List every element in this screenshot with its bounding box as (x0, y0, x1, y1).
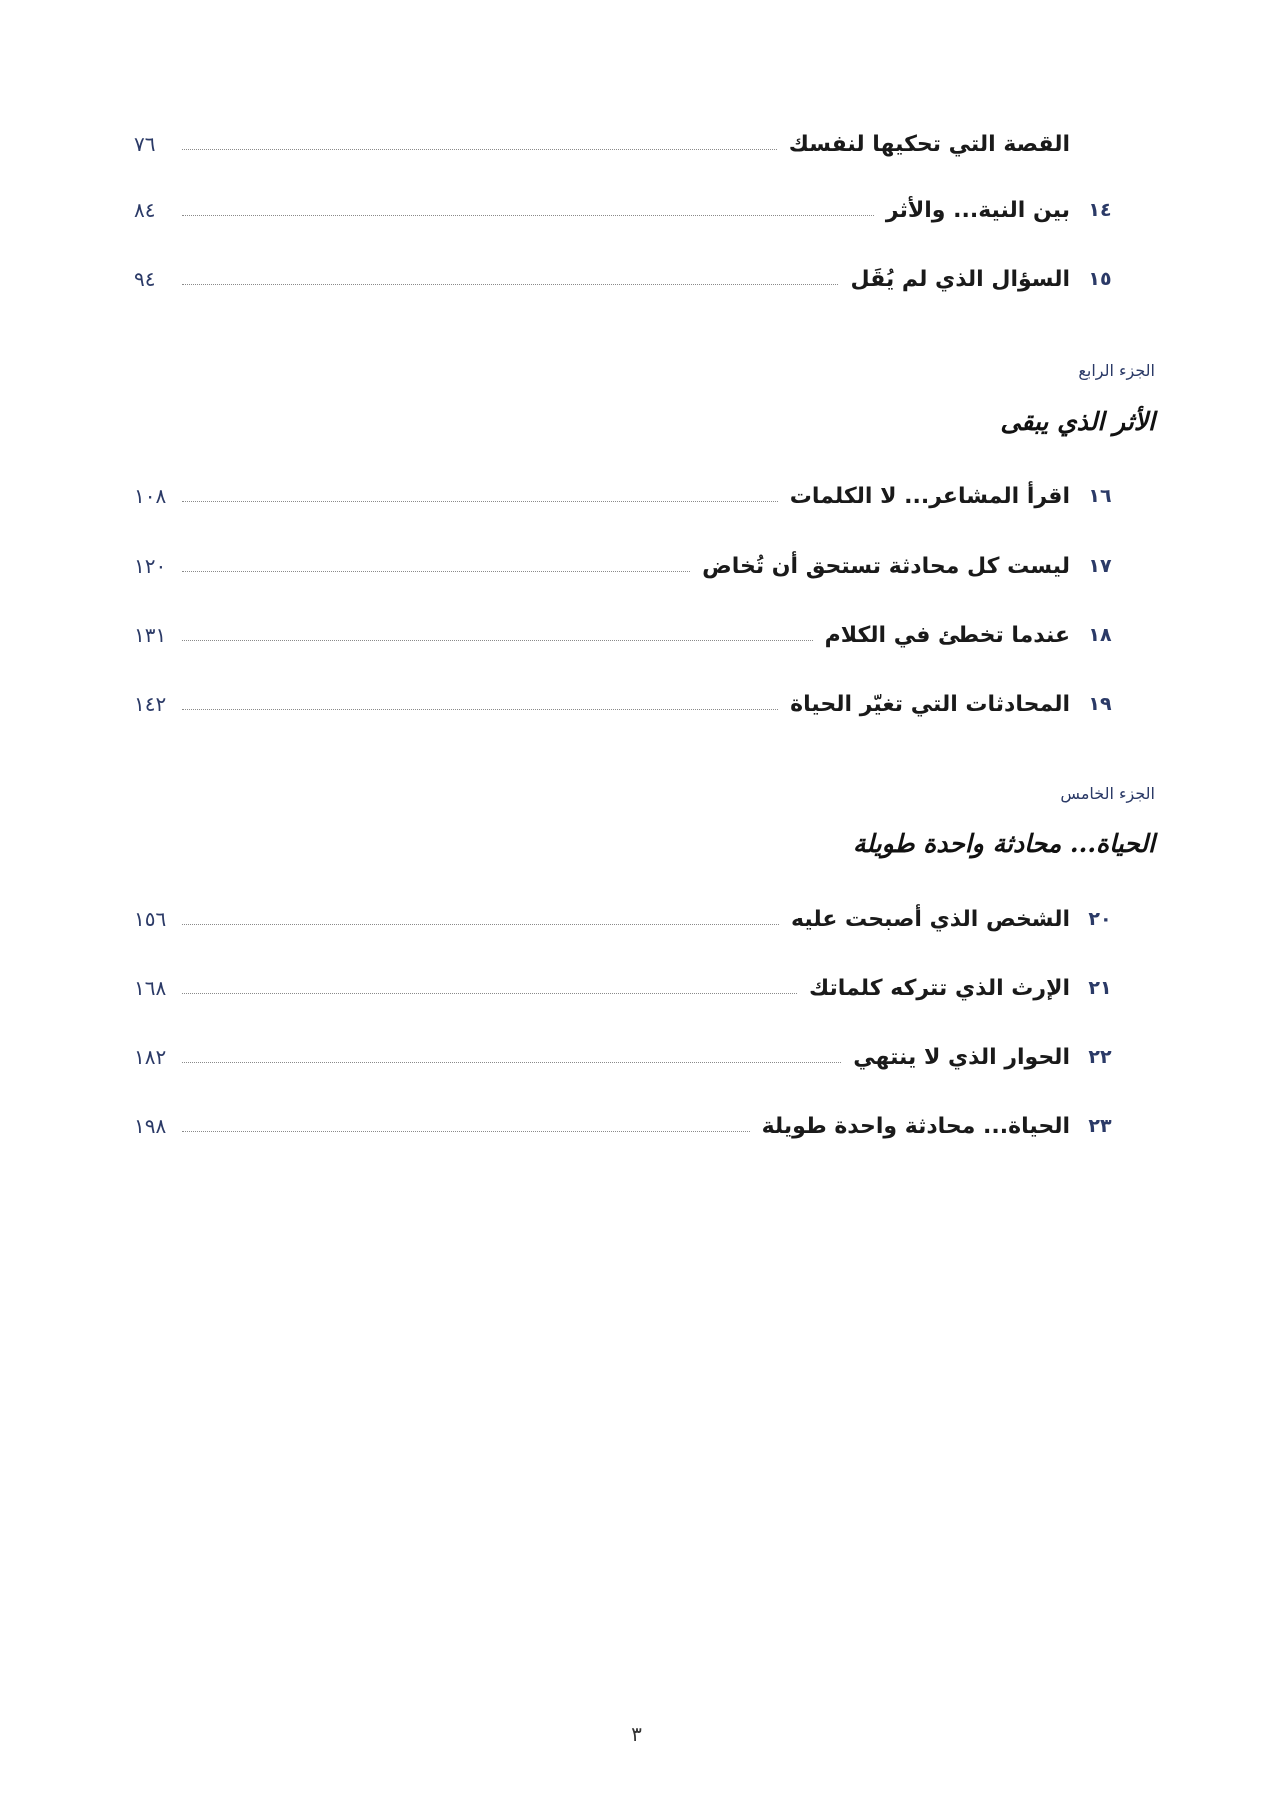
entry-title: ليست كل محادثة تستحق أن تُخاض (702, 553, 1070, 579)
entry-number: ١٦ (1088, 485, 1112, 507)
entry-number: ٢١ (1088, 977, 1112, 999)
part-title: الحياة... محادثة واحدة طويلة (853, 829, 1155, 858)
entry-page-number: ٨٤ (134, 198, 156, 222)
part-label: الجزء الخامس (1060, 784, 1155, 803)
entry-page-number: ١٣١ (134, 623, 167, 647)
entry-number: ١٧ (1088, 555, 1112, 577)
entry-number: ١٤ (1088, 199, 1112, 221)
dot-leader (182, 924, 779, 925)
entry-title: عندما تخطئ في الكلام (824, 622, 1070, 648)
entry-number: ١٥ (1088, 268, 1112, 290)
entry-page-number: ٩٤ (134, 267, 156, 291)
entry-title: الشخص الذي أصبحت عليه (791, 906, 1070, 932)
entry-page-number: ١٩٨ (134, 1114, 167, 1138)
toc-entry[interactable] (130, 1037, 1130, 1077)
entry-number: ٢٠ (1088, 908, 1112, 930)
entry-number: ٢٢ (1088, 1046, 1112, 1068)
entry-title: اقرأ المشاعر... لا الكلمات (789, 483, 1070, 509)
entry-page-number: ١٨٢ (134, 1045, 167, 1069)
dot-leader (182, 993, 797, 994)
entry-title: بين النية... والأثر (885, 197, 1070, 223)
toc-entry[interactable] (130, 615, 1130, 655)
entry-number: ١٩ (1088, 693, 1112, 715)
dot-leader (182, 1062, 841, 1063)
entry-title: القصة التي تحكيها لنفسك (788, 131, 1070, 157)
entry-number: ١٨ (1088, 624, 1112, 646)
toc-entry[interactable] (130, 899, 1130, 939)
entry-page-number: ١٥٦ (134, 907, 167, 931)
entry-page-number: ١٠٨ (134, 484, 167, 508)
entry-page-number: ١٤٢ (134, 692, 167, 716)
toc-entry[interactable] (130, 684, 1130, 724)
toc-entry[interactable] (130, 1106, 1130, 1146)
part-title: الأثر الذي يبقى (1000, 407, 1155, 436)
toc-entry[interactable] (130, 476, 1130, 516)
entry-page-number: ١٢٠ (134, 554, 167, 578)
page-number: ٣ (631, 1722, 642, 1746)
entry-title: الحوار الذي لا ينتهي (853, 1044, 1070, 1070)
dot-leader (182, 149, 777, 150)
dot-leader (182, 284, 838, 285)
toc-entry[interactable] (130, 259, 1130, 299)
entry-number: ٢٣ (1088, 1115, 1112, 1137)
entry-title: الحياة... محادثة واحدة طويلة (761, 1113, 1070, 1139)
entry-title: المحادثات التي تغيّر الحياة (790, 691, 1070, 717)
entry-title: السؤال الذي لم يُقَل (850, 266, 1070, 292)
entry-title: الإرث الذي تتركه كلماتك (809, 975, 1070, 1001)
dot-leader (182, 571, 690, 572)
entry-page-number: ١٦٨ (134, 976, 167, 1000)
entry-page-number: ٧٦ (134, 132, 156, 156)
dot-leader (182, 501, 778, 502)
toc-entry[interactable] (130, 968, 1130, 1008)
toc-entry[interactable] (130, 124, 1130, 164)
dot-leader (182, 709, 778, 710)
toc-entry[interactable] (130, 546, 1130, 586)
dot-leader (182, 1131, 750, 1132)
dot-leader (182, 215, 874, 216)
toc-entry[interactable] (130, 190, 1130, 230)
part-label: الجزء الرابع (1078, 361, 1155, 380)
dot-leader (182, 640, 813, 641)
